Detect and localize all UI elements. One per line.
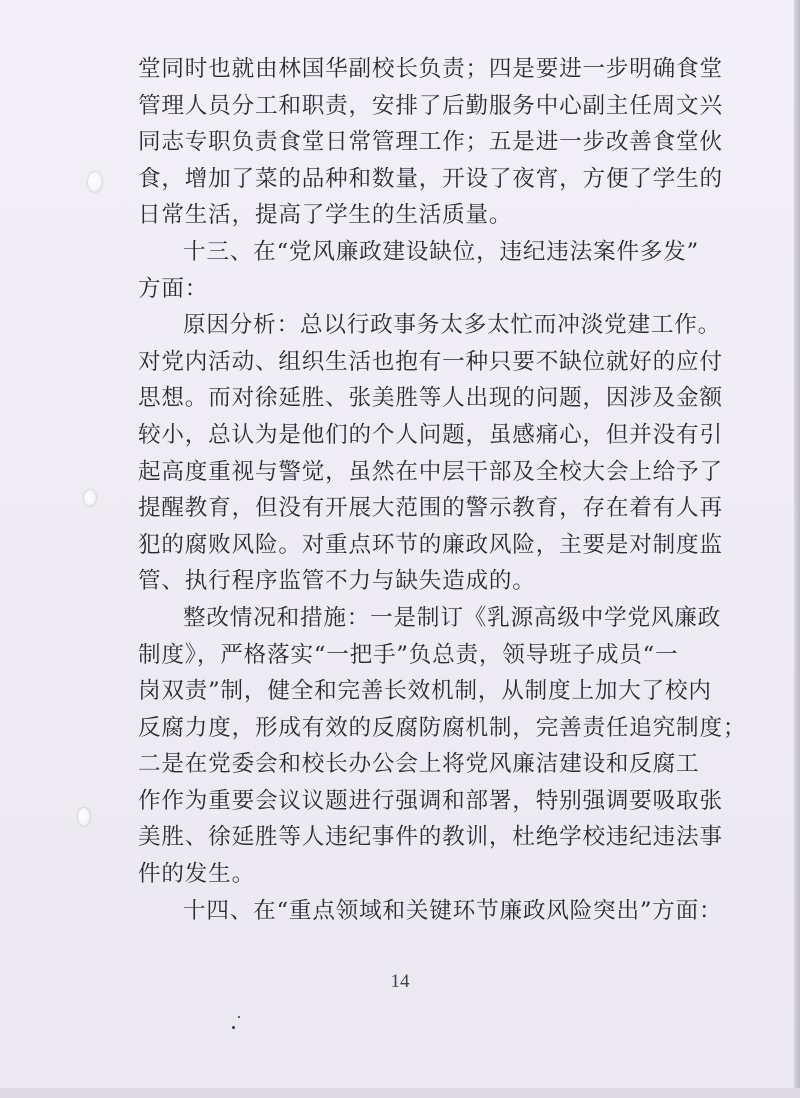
text-line: 反腐力度，形成有效的反腐防腐机制，完善责任追究制度； bbox=[138, 714, 747, 741]
text-line: 方面： bbox=[138, 275, 209, 302]
paragraph-start: 原因分析：总以行政事务太多太忙而冲淡党建工作。 bbox=[183, 312, 722, 339]
text-line: 管理人员分工和职责，安排了后勤服务中心副主任周文兴 bbox=[138, 92, 723, 119]
text-line: 犯的腐败风险。对重点环节的廉政风险，主要是对制度监 bbox=[138, 531, 723, 558]
binder-hole-mark bbox=[84, 490, 96, 506]
page-right-edge bbox=[794, 0, 800, 1098]
section-heading: 十三、在“党风廉政建设缺位，违纪违法案件多发” bbox=[183, 238, 699, 265]
text-line: 制度》，严格落实“一把手”负总责，领导班子成员“一 bbox=[138, 641, 679, 668]
text-line: 食，增加了菜的品种和数量，开设了夜宵，方便了学生的 bbox=[138, 165, 723, 192]
section-heading: 十四、在“重点领域和关键环节廉政风险突出”方面： bbox=[183, 897, 723, 924]
text-line: 作作为重要会议议题进行强调和部署，特别强调要吸取张 bbox=[138, 787, 723, 814]
page-bottom-strip bbox=[0, 1088, 800, 1098]
paragraph-start: 整改情况和措施：一是制订《乳源高级中学党风廉政 bbox=[183, 604, 722, 631]
binder-hole-mark bbox=[88, 172, 102, 192]
text-line: 同志专职负责食堂日常管理工作；五是进一步改善食堂伙 bbox=[138, 129, 723, 156]
text-line: 日常生活，提高了学生的生活质量。 bbox=[138, 202, 513, 229]
ink-speck bbox=[238, 1016, 240, 1018]
text-line: 较小，总认为是他们的个人问题，虽感痛心，但并没有引 bbox=[138, 421, 723, 448]
text-line: 对党内活动、组织生活也抱有一种只要不缺位就好的应付 bbox=[138, 348, 723, 375]
text-line: 二是在党委会和校长办公会上将党风廉洁建设和反腐工 bbox=[138, 751, 700, 778]
binder-hole-mark bbox=[78, 808, 90, 826]
text-line: 件的发生。 bbox=[138, 861, 255, 888]
text-line: 提醒教育，但没有开展大范围的警示教育，存在着有人再 bbox=[138, 495, 723, 522]
text-line: 岗双责”制，健全和完善长效机制，从制度上加大了校内 bbox=[138, 678, 712, 705]
text-line: 堂同时也就由林国华副校长负责；四是要进一步明确食堂 bbox=[138, 56, 723, 82]
ink-speck bbox=[232, 1026, 235, 1029]
text-line: 起高度重视与警觉，虽然在中层干部及全校大会上给予了 bbox=[138, 458, 723, 485]
text-line: 美胜、徐延胜等人违纪事件的教训，杜绝学校违纪违法事 bbox=[138, 824, 723, 851]
text-line: 管、执行程序监管不力与缺失造成的。 bbox=[138, 568, 536, 595]
document-body bbox=[138, 51, 747, 929]
text-line: 思想。而对徐延胜、张美胜等人出现的问题，因涉及金额 bbox=[138, 385, 723, 412]
page-number: 14 bbox=[390, 971, 410, 992]
